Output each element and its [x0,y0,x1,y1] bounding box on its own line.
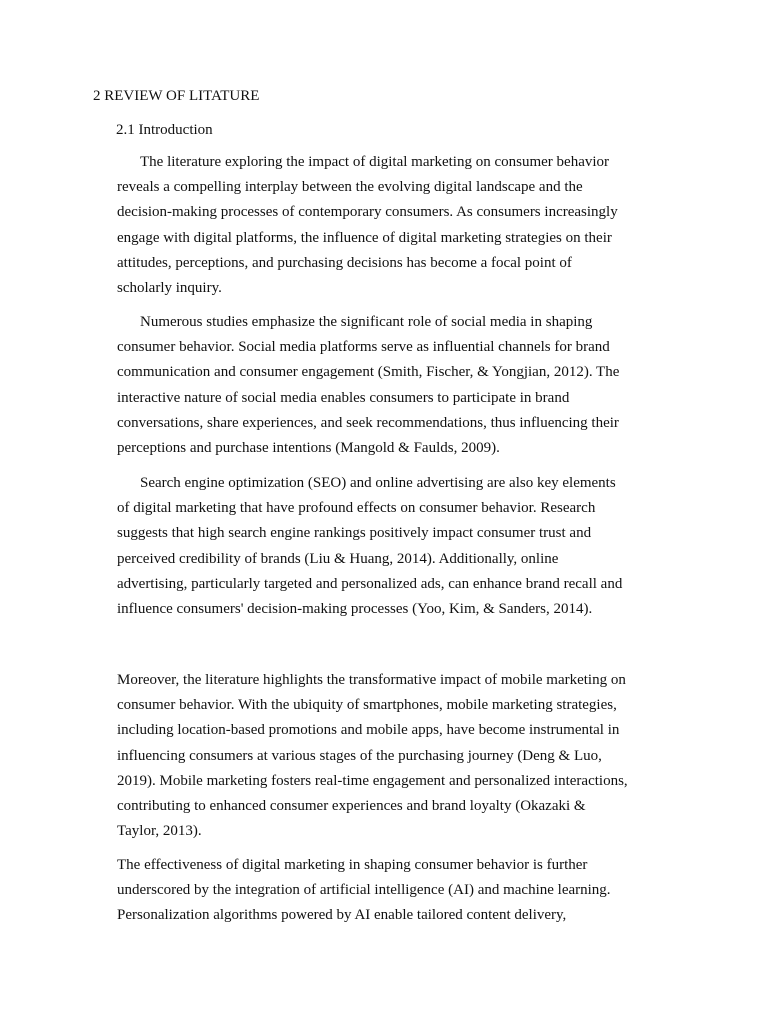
text-line: influencing consumers at various stages of the purchasing journey (Deng & Luo, [117,747,602,764]
text-line: underscored by the integration of artificial intelligence (AI) and machine learning. [117,882,611,899]
text-line: Search engine optimization (SEO) and online advertising are also key elements [140,475,616,491]
paragraph-seo [117,471,645,622]
text-line: The literature exploring the impact of digital marketing on consumer behavior [140,154,610,170]
text-line: conversations, share experiences, and seek recommendations, thus influencing their [117,414,619,431]
text-line: including location-based promotions and mobile apps, have become instrumental in [117,722,620,739]
text-line: Numerous studies emphasize the significant role of social media in shaping [140,314,593,330]
text-line: perceived credibility of brands (Liu & Huang, 2014). Additionally, online [117,550,559,567]
text-line: consumer behavior. With the ubiquity of smartphones, mobile marketing strategies, [117,697,617,714]
text-line: of digital marketing that have profound effects on consumer behavior. Research [117,500,596,517]
text-line: suggests that high search engine rankings positively impact consumer trust and [117,525,592,542]
text-line: 2019). Mobile marketing fosters real-time engagement and personalized interactions, [117,772,628,789]
subsection-heading: 2.1 Introduction [116,122,213,138]
text-line: decision-making processes of contemporary consumers. As consumers increasingly [117,204,618,221]
paragraph-ai [117,853,645,929]
text-line: attitudes, perceptions, and purchasing decisions has become a focal point of [117,254,572,271]
section-heading: 2 REVIEW OF LITATURE [93,88,260,104]
paragraph-social-media [117,310,645,461]
text-line: The effectiveness of digital marketing in shaping consumer behavior is further [117,857,588,873]
text-line: Personalization algorithms powered by AI enable tailored content delivery, [117,907,567,924]
text-line: contributing to enhanced consumer experiences and brand loyalty (Okazaki & [117,798,586,815]
text-line: advertising, particularly targeted and personalized ads, can enhance brand recall and [117,575,623,592]
paragraph-mobile-marketing [117,668,645,844]
text-line: interactive nature of social media enables consumers to participate in brand [117,389,570,406]
text-line: Taylor, 2013). [117,823,202,840]
text-line: Moreover, the literature highlights the transformative impact of mobile marketing on [117,672,626,688]
text-line: perceptions and purchase intentions (Mangold & Faulds, 2009). [117,440,500,457]
text-line: influence consumers' decision-making processes (Yoo, Kim, & Sanders, 2014). [117,601,593,618]
text-line: consumer behavior. Social media platforms serve as influential channels for brand [117,339,610,356]
text-line: communication and consumer engagement (Smith, Fischer, & Yongjian, 2012). The [117,364,620,381]
text-line: scholarly inquiry. [117,280,222,297]
paragraph-intro [117,150,645,301]
text-line: engage with digital platforms, the influence of digital marketing strategies on their [117,229,612,246]
text-line: reveals a compelling interplay between the evolving digital landscape and the [117,179,583,196]
